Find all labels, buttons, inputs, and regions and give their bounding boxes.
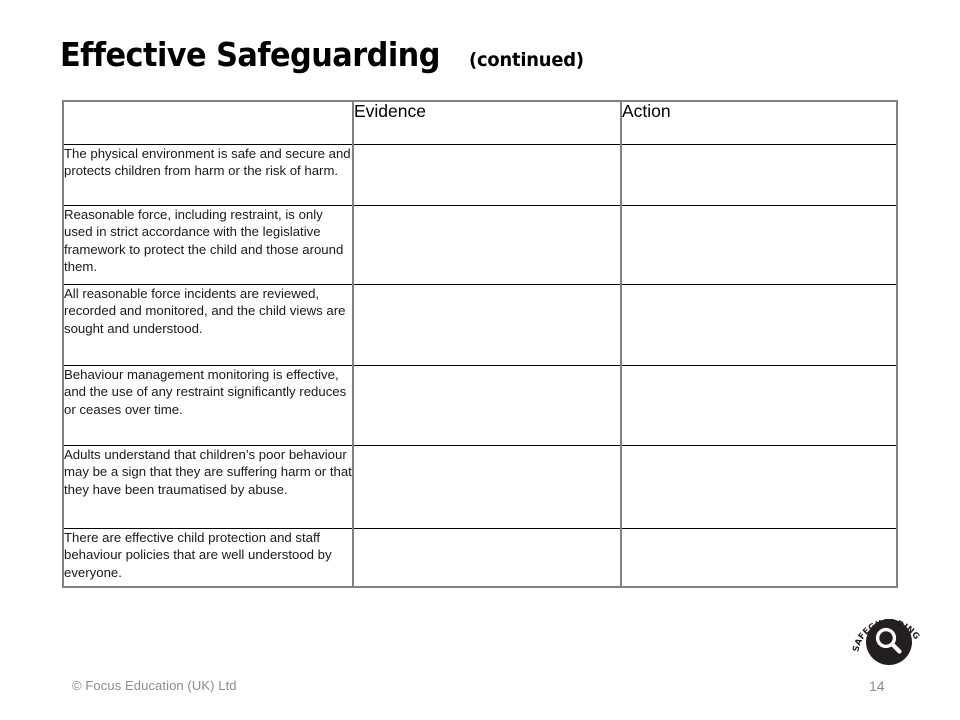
row-evidence-cell[interactable] bbox=[353, 366, 621, 446]
footer-copyright: © Focus Education (UK) Ltd bbox=[72, 678, 237, 693]
table-row bbox=[63, 285, 897, 366]
row-evidence-cell[interactable] bbox=[353, 446, 621, 529]
row-evidence-cell[interactable] bbox=[353, 206, 621, 285]
row-action-cell[interactable] bbox=[621, 206, 897, 285]
column-header-statement bbox=[63, 101, 353, 145]
row-evidence-cell[interactable] bbox=[353, 285, 621, 366]
row-statement: Reasonable force, including restraint, is only used in strict accordance with the legislative framework to protect the child and those around them. bbox=[63, 206, 353, 285]
row-action-cell[interactable] bbox=[621, 366, 897, 446]
page-title-suffix: (continued) bbox=[468, 49, 584, 71]
row-statement: All reasonable force incidents are reviewed, recorded and monitored, and the child views are sought and understood. bbox=[63, 285, 353, 366]
table-row bbox=[63, 529, 897, 588]
safeguarding-evaluation-table bbox=[62, 100, 898, 588]
svg-text:SAFEGUARDING: SAFEGUARDING bbox=[850, 616, 923, 653]
table-row bbox=[63, 446, 897, 529]
row-statement: Adults understand that children’s poor behaviour may be a sign that they are suffering harm or that they have been traumatised by abuse. bbox=[63, 446, 353, 529]
table-row bbox=[63, 366, 897, 446]
row-statement: There are effective child protection and staff behaviour policies that are well understood by everyone. bbox=[63, 529, 353, 588]
table-row bbox=[63, 206, 897, 285]
row-action-cell[interactable] bbox=[621, 446, 897, 529]
row-statement: The physical environment is safe and secure and protects children from harm or the risk of harm. bbox=[63, 145, 353, 206]
page-title bbox=[60, 35, 591, 74]
row-evidence-cell[interactable] bbox=[353, 529, 621, 588]
row-evidence-cell[interactable] bbox=[353, 145, 621, 206]
table-header-row bbox=[63, 101, 897, 145]
column-header-evidence: Evidence bbox=[353, 101, 621, 145]
table-row bbox=[63, 145, 897, 206]
column-header-action: Action bbox=[621, 101, 897, 145]
row-action-cell[interactable] bbox=[621, 285, 897, 366]
page-title-main: Effective Safeguarding bbox=[60, 35, 440, 74]
row-action-cell[interactable] bbox=[621, 145, 897, 206]
row-action-cell[interactable] bbox=[621, 529, 897, 588]
safeguarding-badge bbox=[846, 606, 938, 668]
page-number: 14 bbox=[869, 678, 885, 694]
row-statement: Behaviour management monitoring is effective, and the use of any restraint significantly reduces or ceases over time. bbox=[63, 366, 353, 446]
